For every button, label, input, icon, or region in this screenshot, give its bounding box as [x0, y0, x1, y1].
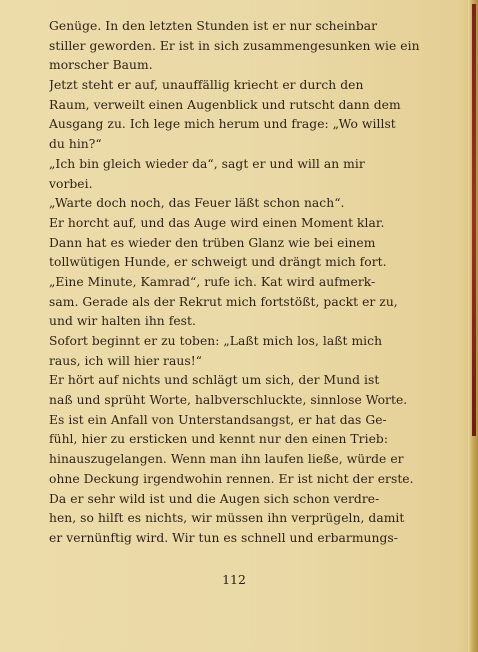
page-body-text	[49, 17, 469, 549]
bookmark-ribbon	[472, 4, 476, 436]
text-line-7: du hin?“	[49, 137, 102, 152]
text-line-3: morscher Baum.	[49, 58, 153, 73]
text-line-22: fühl, hier zu ersticken und kennt nur den einen Trieb:	[49, 432, 389, 447]
text-line-16: und wir halten ihn fest.	[49, 314, 196, 329]
text-line-5: Raum, verweilt einen Augenblick und rutscht dann dem	[49, 97, 401, 112]
text-line-2: stiller geworden. Er ist in sich zusammengesunken wie ein	[49, 38, 420, 53]
text-line-10: „Warte doch noch, das Feuer läßt schon nach“.	[49, 196, 345, 211]
text-line-21: Es ist ein Anfall von Unterstandsangst, er hat das Ge-	[49, 412, 387, 427]
text-line-1: Genüge. In den letzten Stunden ist er nur scheinbar	[49, 19, 378, 33]
text-line-13: tollwütigen Hunde, er schweigt und drängt mich fort.	[49, 255, 387, 270]
text-line-27: er vernünftig wird. Wir tun es schnell und erbarmungs-	[49, 530, 398, 545]
text-line-11: Er horcht auf, und das Auge wird einen Moment klar.	[49, 215, 385, 230]
text-line-9: vorbei.	[49, 176, 93, 191]
text-line-24: ohne Deckung irgendwohin rennen. Er ist nicht der erste.	[49, 471, 414, 486]
text-line-25: Da er sehr wild ist und die Augen sich schon verdre-	[49, 491, 380, 506]
text-line-12: Dann hat es wieder den trüben Glanz wie bei einem	[49, 235, 376, 250]
text-line-18: raus, ich will hier raus!“	[49, 353, 203, 368]
text-line-23: hinauszugelangen. Wenn man ihn laufen ließe, würde er	[49, 452, 404, 467]
text-line-14: „Eine Minute, Kamrad“, rufe ich. Kat wird aufmerk-	[49, 274, 376, 289]
text-line-6: Ausgang zu. Ich lege mich herum und frage: „Wo willst	[49, 117, 396, 132]
text-line-20: naß und sprüht Worte, halbverschluckte, sinnlose Worte.	[49, 393, 408, 408]
text-line-17: Sofort beginnt er zu toben: „Laßt mich los, laßt mich	[49, 334, 383, 348]
text-line-8: „Ich bin gleich wieder da“, sagt er und will an mir	[49, 156, 365, 171]
text-line-4: Jetzt steht er auf, unauffällig kriecht er durch den	[49, 78, 364, 93]
text-line-15: sam. Gerade als der Rekrut mich fortstößt, packt er zu,	[49, 294, 398, 309]
page-number: 112	[222, 572, 246, 587]
text-line-26: hen, so hilft es nichts, wir müssen ihn verprügeln, damit	[49, 511, 405, 526]
text-line-19: Er hört auf nichts und schlägt um sich, der Mund ist	[49, 373, 380, 388]
